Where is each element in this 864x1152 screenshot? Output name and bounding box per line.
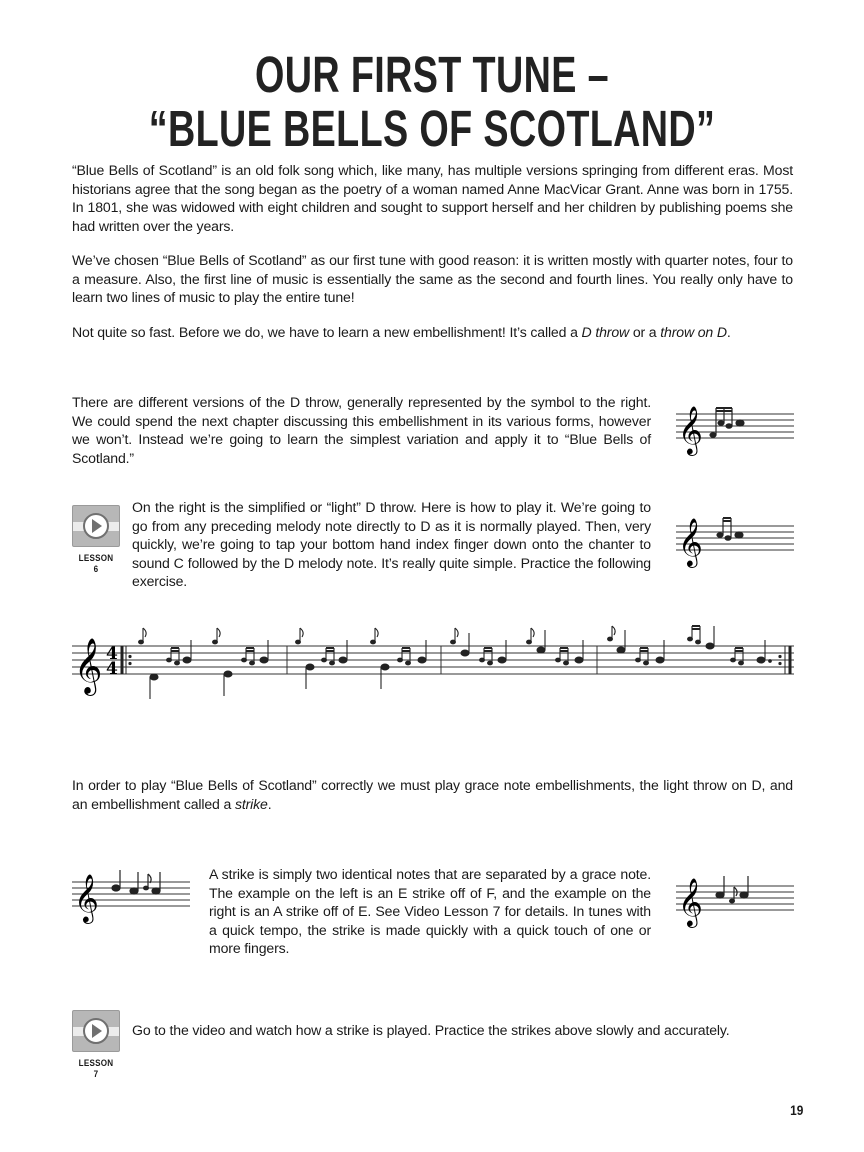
light-d-throw-staff	[676, 512, 796, 574]
treble-clef-icon: 𝄞	[74, 873, 99, 922]
intro-paragraph-1: “Blue Bells of Scotland” is an old folk song which, like many, has multiple versions springing from different eras. Most historians agree that the song began as the poetry of a woman named Anne MacVicar Grant. Anne was born in 1755. In 1801, she was widowed with eight children and sought to support herself and her children by publishing poems she had written over the years.	[72, 162, 793, 234]
video-thumbnail[interactable]	[72, 1010, 120, 1052]
lesson-6-video-button[interactable]	[72, 505, 120, 575]
lesson-6-paragraph: On the right is the simplified or “light” D throw. Here is how to play it. We’re going to go from any preceding melody note directly to D as it is normally played. Then, very quickly, we’re going to tap your bottom hand index finger down onto the chanter to sound C followed by the D melody note. It’s really quite simple. Practice the following exercise.	[132, 499, 651, 590]
exercise-notes	[139, 626, 772, 699]
strike-intro-end: .	[267, 795, 272, 812]
lesson-7-video-button[interactable]	[72, 1010, 120, 1080]
e-strike-staff	[72, 868, 192, 930]
treble-clef-icon: 𝄞	[678, 405, 703, 454]
d-throw-symbol-staff	[676, 400, 796, 462]
treble-clef-icon: 𝄞	[74, 638, 103, 694]
a-strike-staff	[676, 872, 796, 934]
strike-intro-paragraph	[72, 776, 793, 813]
page-number: 19	[790, 1102, 804, 1118]
treble-clef-icon: 𝄞	[678, 877, 703, 926]
lesson-7-label: LESSON 7	[78, 1058, 114, 1080]
p3-text-mid: or a	[629, 324, 661, 340]
page-title	[112, 48, 751, 156]
p3-emphasis-throw-on-d: throw on D	[660, 324, 727, 340]
strike-paragraph: A strike is simply two identical notes that are separated by a grace note. The example on the left is an E strike off of F, and the example on the right is an A strike off of E. See Video Lesson 7 for details. In tunes with a quick tempo, the strike is made quickly with a quick touch of one or more fingers.	[209, 866, 651, 957]
p3-text-start: Not quite so fast. Before we do, we have to learn a new embellishment! It’s called a	[72, 324, 582, 340]
p3-text-end: .	[726, 324, 731, 340]
strike-emphasis: strike	[234, 795, 268, 812]
time-signature-top: 4	[106, 644, 118, 664]
p3-emphasis-d-throw: D throw	[581, 324, 630, 340]
d-throw-paragraph: There are different versions of the D throw, generally represented by the symbol to the right. We could spend the next chapter discussing this embellishment in its various forms, however we won’t. Instead we’re going to learn the simplest variation and apply it to “Blue Bells of Scotland.”	[72, 394, 651, 466]
strike-intro-text: In order to play “Blue Bells of Scotland” correctly we must play grace note embellishments, the light throw on D, and an embellishment called a	[72, 777, 793, 812]
intro-paragraph-2: We’ve chosen “Blue Bells of Scotland” as our first tune with good reason: it is written mostly with quarter notes, four to a measure. Also, the first line of music is essentially the same as the second and fourth lines. You really only have to learn two lines of music to play the entire tune!	[72, 252, 793, 306]
title-line-1: OUR FIRST TUNE –	[255, 46, 609, 103]
intro-paragraph-3	[72, 323, 793, 342]
video-thumbnail[interactable]	[72, 505, 120, 547]
time-signature-bottom: 4	[106, 659, 118, 679]
treble-clef-icon: 𝄞	[678, 517, 703, 566]
lesson-7-paragraph: Go to the video and watch how a strike is played. Practice the strikes above slowly and accurately.	[132, 1022, 730, 1038]
exercise-staff	[72, 622, 794, 702]
lesson-6-label: LESSON 6	[78, 553, 114, 575]
title-line-2: “BLUE BELLS OF SCOTLAND”	[148, 100, 716, 157]
